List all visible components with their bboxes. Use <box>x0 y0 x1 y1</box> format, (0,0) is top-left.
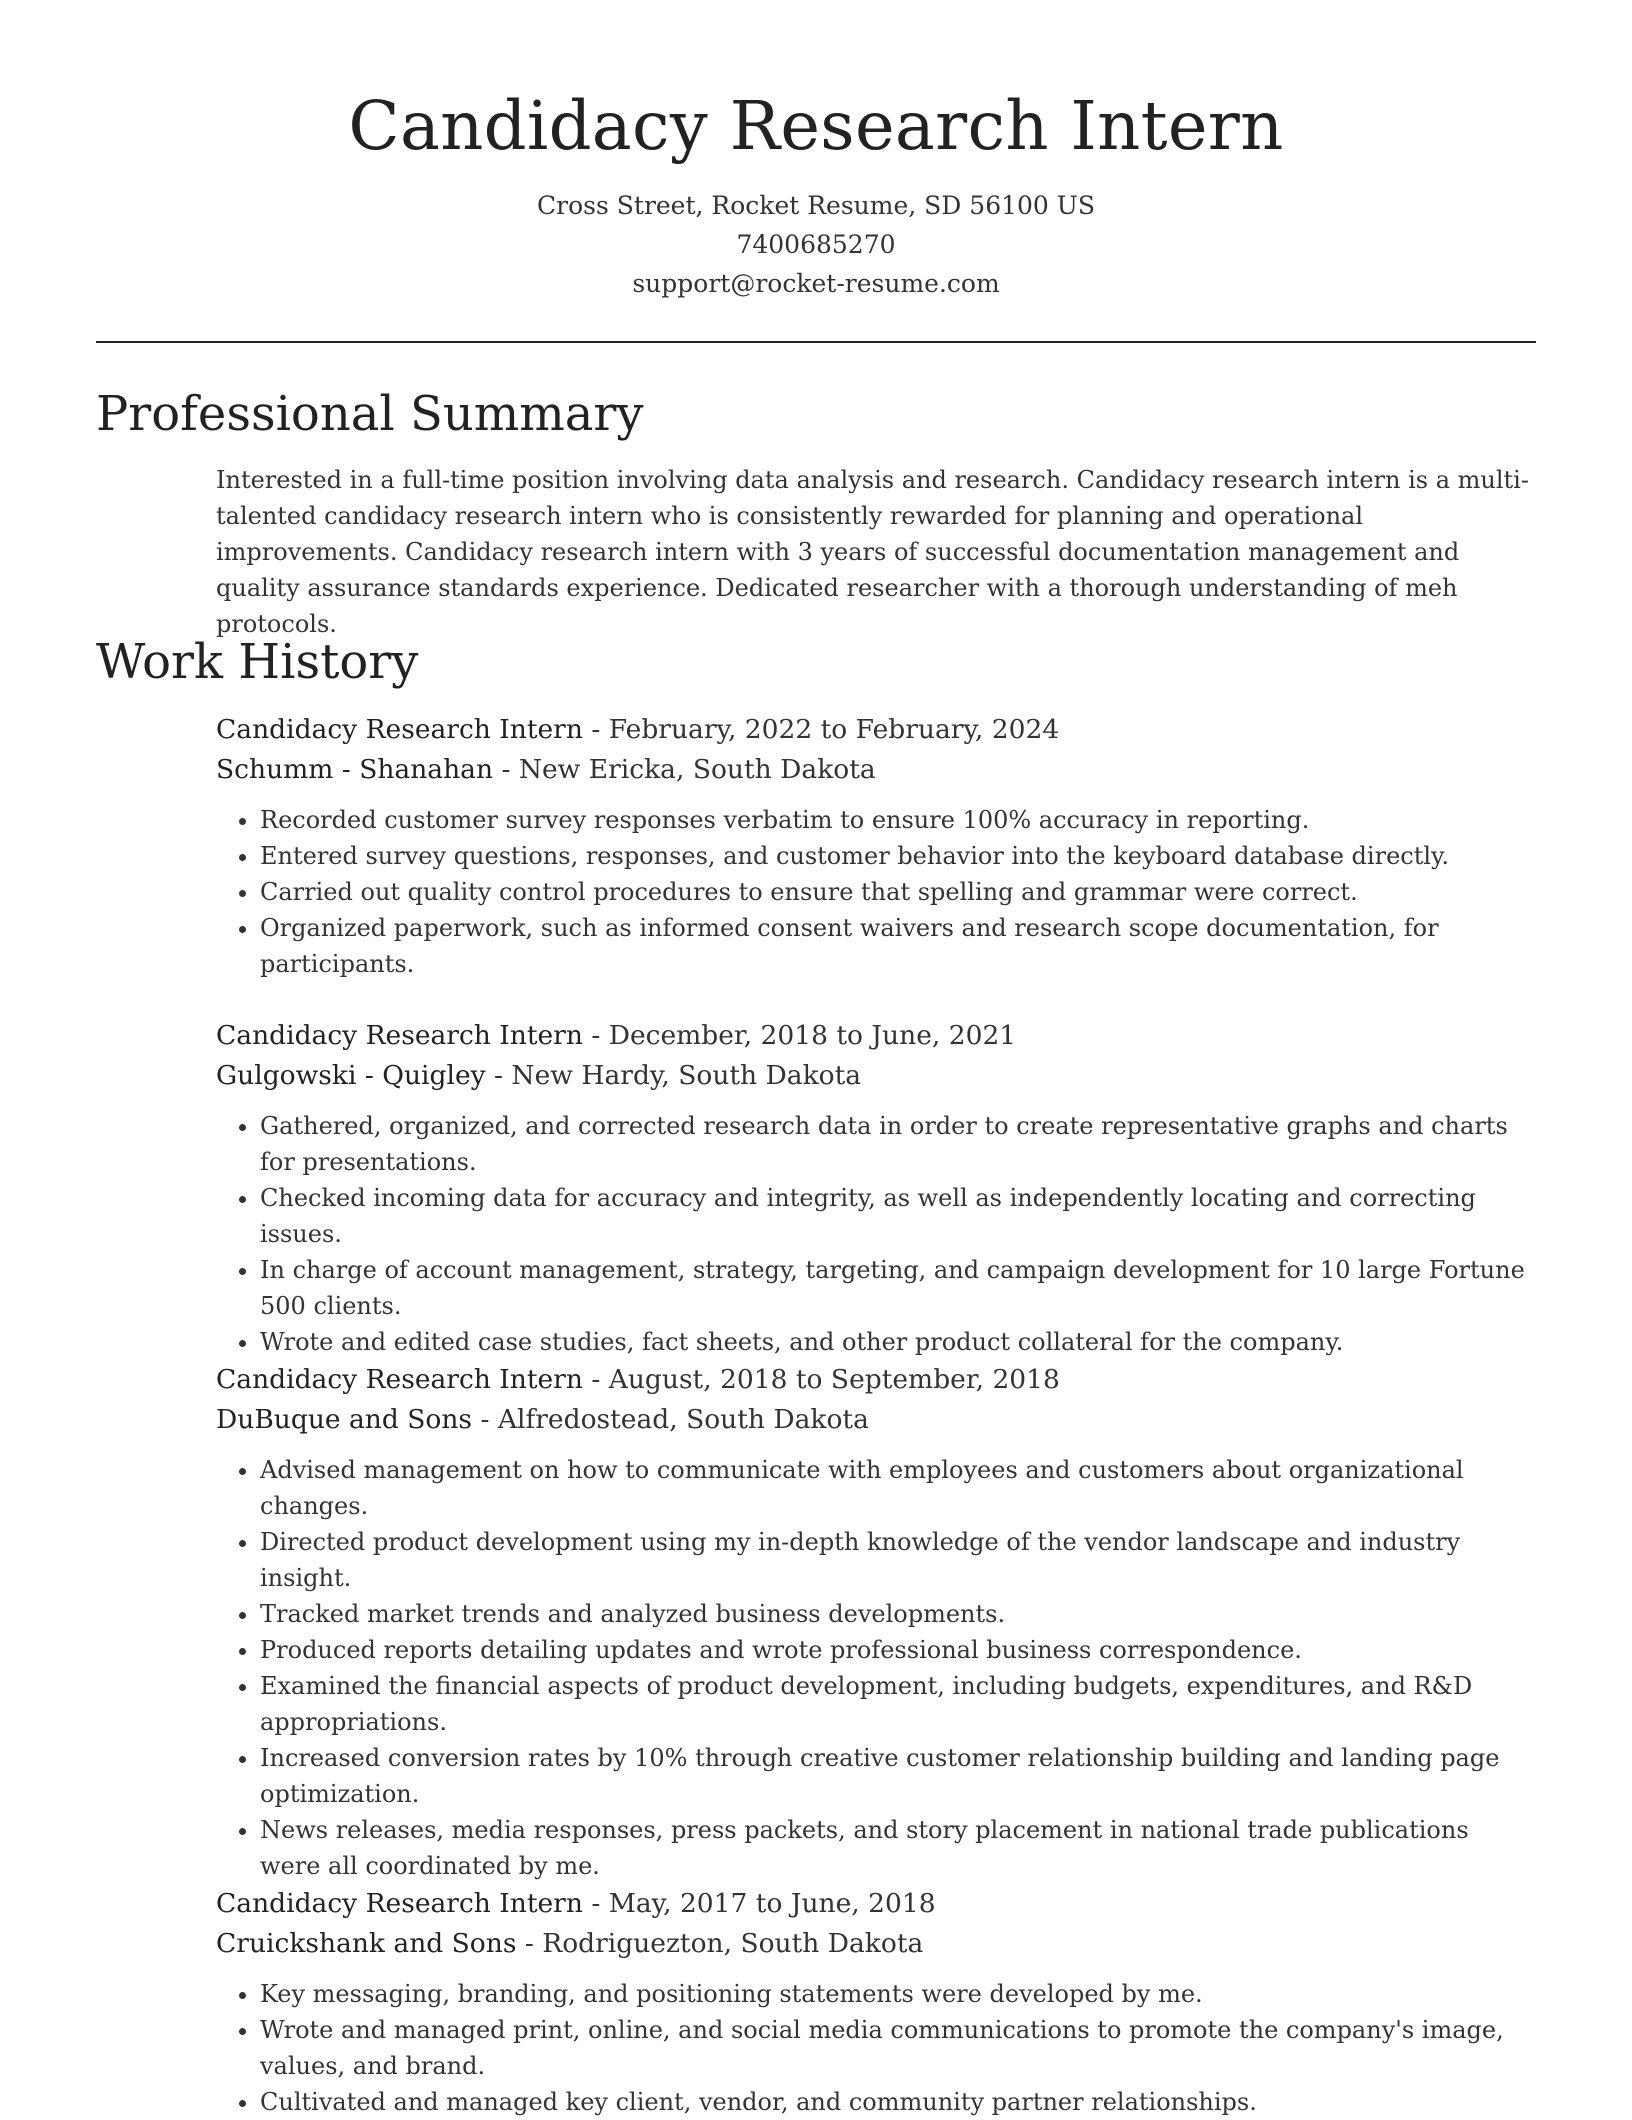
job-company: Gulgowski - Quigley <box>216 1060 486 1091</box>
job-dates: - February, 2022 to February, 2024 <box>582 714 1060 745</box>
job-location: - New Ericka, South Dakota <box>493 754 876 785</box>
job-bullet: • Organized paperwork, such as informed consent waivers and research scope documentation, for participants. <box>260 910 1536 982</box>
job-entry <box>216 1884 1536 2120</box>
job-bullet: • Recorded customer survey responses verbatim to ensure 100% accuracy in reporting. <box>260 802 1536 838</box>
job-bullets <box>216 1452 1536 1884</box>
job-bullet: • Tracked market trends and analyzed business developments. <box>260 1596 1536 1632</box>
job-title-line <box>216 1016 1536 1056</box>
job-bullet: • Increased conversion rates by 10% through creative customer relationship building and landing page optimization. <box>260 1740 1536 1812</box>
job-bullet: • Wrote and managed print, online, and social media communications to promote the company's image, values, and brand. <box>260 2012 1536 2084</box>
job-bullet: • Wrote and edited case studies, fact sheets, and other product collateral for the company. <box>260 1324 1536 1360</box>
header-divider <box>96 341 1536 343</box>
job-company: Schumm - Shanahan <box>216 754 494 785</box>
job-bullet: • Carried out quality control procedures to ensure that spelling and grammar were correct. <box>260 874 1536 910</box>
section-title-summary: Professional Summary <box>96 386 644 442</box>
summary-text: Interested in a full-time position involving data analysis and research. Candidacy research intern is a multi-talented candidacy research intern who is consistently rewarded for planning and operational improvements. Candidacy research intern with 3 years of successful documentation management and quality assurance standards experience. Dedicated researcher with a thorough understanding of meh protocols. <box>216 466 1529 638</box>
job-bullet: • Produced reports detailing updates and wrote professional business correspondence. <box>260 1632 1536 1668</box>
job-title-line <box>216 710 1536 750</box>
job-bullet: • In charge of account management, strategy, targeting, and campaign development for 10 large Fortune 500 clients. <box>260 1252 1536 1324</box>
job-role: Candidacy Research Intern <box>216 1888 583 1919</box>
job-location: - Alfredostead, South Dakota <box>472 1404 869 1435</box>
job-bullets <box>216 1976 1536 2120</box>
job-bullets <box>216 802 1536 982</box>
job-entry <box>216 1360 1536 1884</box>
job-bullet: • Cultivated and managed key client, vendor, and community partner relationships. <box>260 2084 1536 2120</box>
job-title-line <box>216 1360 1536 1400</box>
job-company-line <box>216 750 1536 790</box>
job-dates: - August, 2018 to September, 2018 <box>582 1364 1060 1395</box>
candidate-name: Candidacy Research Intern <box>348 87 1284 165</box>
job-company: Cruickshank and Sons <box>216 1928 517 1959</box>
contact-address: Cross Street, Rocket Resume, SD 56100 US <box>537 191 1095 220</box>
job-dates: - December, 2018 to June, 2021 <box>582 1020 1017 1051</box>
job-bullet: • Examined the financial aspects of product development, including budgets, expenditures, and R&D appropriations. <box>260 1668 1536 1740</box>
job-bullet: • Entered survey questions, responses, and customer behavior into the keyboard database directly. <box>260 838 1536 874</box>
job-company-line <box>216 1924 1536 1964</box>
resume-header <box>0 0 1632 303</box>
job-location: - Rodriguezton, South Dakota <box>516 1928 924 1959</box>
contact-block <box>0 186 1632 303</box>
job-bullet: • Checked incoming data for accuracy and integrity, as well as independently locating and correcting issues. <box>260 1180 1536 1252</box>
job-role: Candidacy Research Intern <box>216 714 583 745</box>
job-bullet: • News releases, media responses, press packets, and story placement in national trade publications were all coordinated by me. <box>260 1812 1536 1884</box>
job-bullet: • Advised management on how to communicate with employees and customers about organizational changes. <box>260 1452 1536 1524</box>
job-entry <box>216 1016 1536 1360</box>
job-bullet: • Key messaging, branding, and positioning statements were developed by me. <box>260 1976 1536 2012</box>
job-bullet: • Gathered, organized, and corrected research data in order to create representative graphs and charts for presentations. <box>260 1108 1536 1180</box>
job-entry <box>216 710 1536 982</box>
section-title-work-history: Work History <box>96 634 419 690</box>
job-role: Candidacy Research Intern <box>216 1364 583 1395</box>
job-company: DuBuque and Sons <box>216 1404 473 1435</box>
job-bullets <box>216 1108 1536 1360</box>
job-bullet: • Directed product development using my in-depth knowledge of the vendor landscape and industry insight. <box>260 1524 1536 1596</box>
job-role: Candidacy Research Intern <box>216 1020 583 1051</box>
job-dates: - May, 2017 to June, 2018 <box>582 1888 936 1919</box>
contact-phone: 7400685270 <box>736 230 896 259</box>
job-company-line <box>216 1400 1536 1440</box>
job-company-line <box>216 1056 1536 1096</box>
contact-email: support@rocket-resume.com <box>632 269 1000 298</box>
job-location: - New Hardy, South Dakota <box>485 1060 862 1091</box>
job-title-line <box>216 1884 1536 1924</box>
